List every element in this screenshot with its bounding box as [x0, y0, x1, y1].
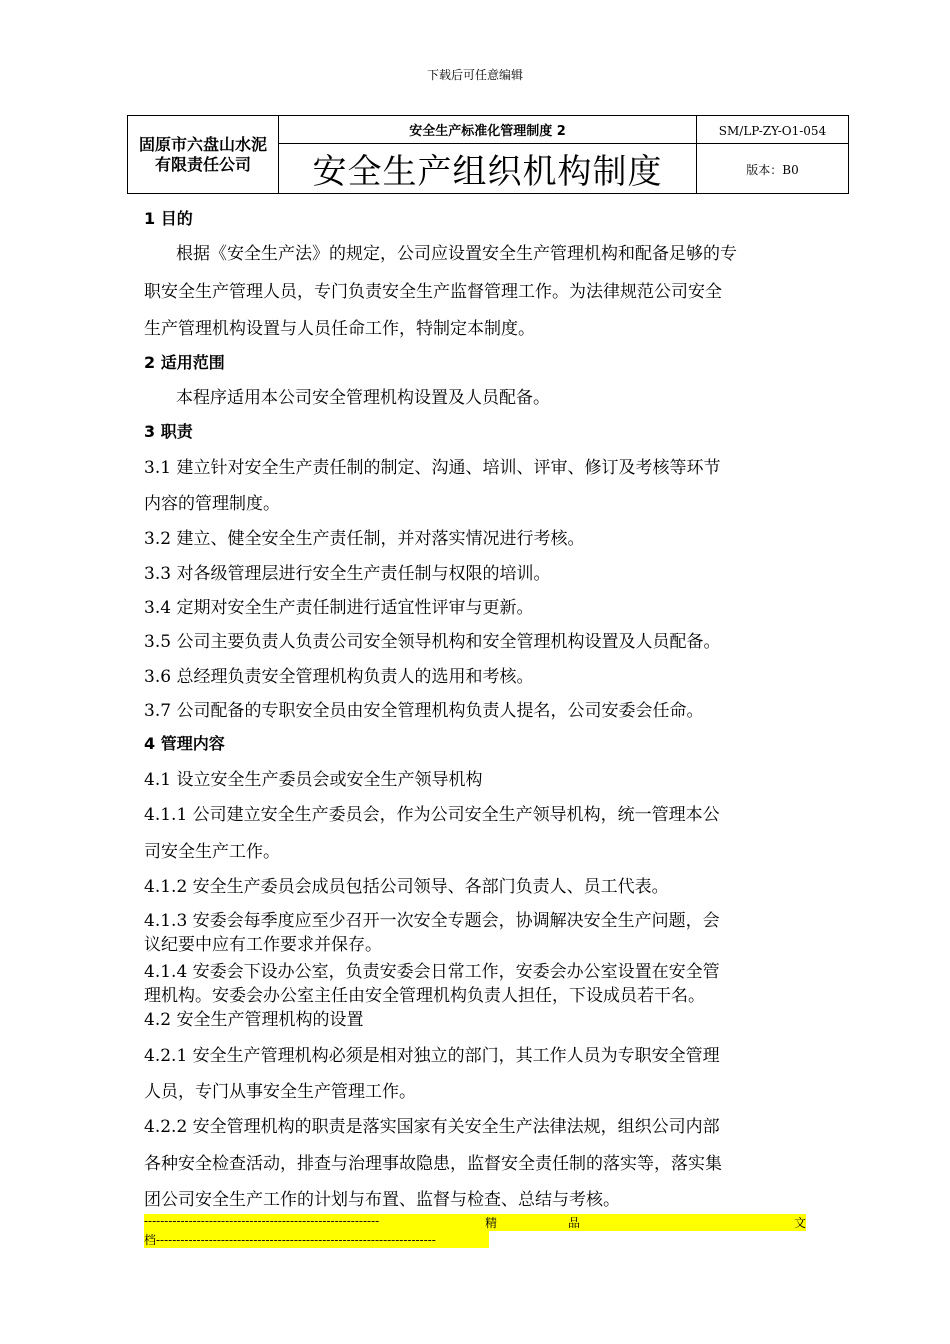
- title-cell: [279, 144, 697, 194]
- clause-4-2-2-line: 各种安全检查活动，排查与治理事故隐患，监督安全责任制的落实等，落实集: [144, 1154, 722, 1174]
- clause-4-2-2-line: 团公司安全生产工作的计划与布置、监督与检查、总结与考核。: [144, 1190, 620, 1210]
- clause-4-1-4-line: 理机构。安委会办公室主任由安全管理机构负责人担任，下设成员若干名。: [144, 986, 705, 1006]
- clause-4-1-1-line: 司安全生产工作。: [144, 842, 280, 862]
- paragraph-line: 本程序适用本公司安全管理机构设置及人员配备。: [176, 388, 550, 408]
- top-note: 下载后可任意编辑: [426, 68, 523, 82]
- section-heading-duties: 3 职责: [144, 422, 193, 441]
- clause-3-5: 3.5 公司主要负责人负责公司安全领导机构和安全管理机构设置及人员配备。: [144, 632, 721, 652]
- company-cell: [128, 116, 279, 194]
- version-cell: [697, 144, 849, 194]
- clause-4-1-3-line: 议纪要中应有工作要求并保存。: [144, 935, 382, 955]
- clause-4-2: 4.2 安全生产管理机构的设置: [144, 1010, 364, 1030]
- paragraph-line: 生产管理机构设置与人员任命工作，特制定本制度。: [144, 319, 535, 339]
- clause-4-2-2-line: 4.2.2 安全管理机构的职责是落实国家有关安全生产法律法规，组织公司内部: [144, 1117, 720, 1137]
- clause-4-1-2: 4.1.2 安全生产委员会成员包括公司领导、各部门负责人、员工代表。: [144, 877, 669, 897]
- paragraph-line: 根据《安全生产法》的规定，公司应设置安全生产管理机构和配备足够的专: [176, 244, 737, 264]
- footer-banner-line2: 档---------------------------------------------------------------------: [144, 1231, 489, 1248]
- footer-char: 品: [568, 1216, 581, 1230]
- clause-3-7: 3.7 公司配备的专职安全员由安全管理机构负责人提名，公司安委会任命。: [144, 701, 704, 721]
- section-heading-management: 4 管理内容: [144, 734, 225, 753]
- series-cell: [279, 116, 697, 144]
- footer-char: 文: [794, 1216, 806, 1230]
- clause-4-2-1-line: 4.2.1 安全生产管理机构必须是相对独立的部门，其工作人员为专职安全管理: [144, 1046, 720, 1066]
- document-title: 安全生产组织机构制度: [312, 152, 663, 192]
- clause-3-1-line: 内容的管理制度。: [144, 494, 280, 514]
- clause-3-2: 3.2 建立、健全安全生产责任制，并对落实情况进行考核。: [144, 529, 585, 549]
- section-heading-purpose: 1 目的: [144, 209, 193, 228]
- clause-4-2-1-line: 人员，专门从事安全生产管理工作。: [144, 1082, 416, 1102]
- clause-4-1-3-line: 4.1.3 安委会每季度应至少召开一次安全专题会，协调解决安全生产问题，会: [144, 911, 720, 931]
- footer-banner: [144, 1214, 806, 1231]
- clause-3-1-line: 3.1 建立针对安全生产责任制的制定、沟通、培训、评审、修订及考核等环节: [144, 458, 721, 478]
- document-code: SM/LP-ZY-O1-054: [718, 124, 827, 138]
- clause-4-1-4-line: 4.1.4 安委会下设办公室，负责安委会日常工作，安委会办公室设置在安全管: [144, 962, 720, 982]
- footer-dashes: ----------------------------------------------------------: [144, 1214, 380, 1228]
- clause-4-1: 4.1 设立安全生产委员会或安全生产领导机构: [144, 770, 483, 790]
- paragraph-line: 职安全生产管理人员，专门负责安全生产监督管理工作。为法律规范公司安全: [144, 282, 722, 302]
- series-title: 安全生产标准化管理制度 2: [409, 124, 566, 139]
- section-heading-scope: 2 适用范围: [144, 353, 225, 372]
- company-name: 固原市六盘山水泥有限责任公司: [138, 134, 267, 174]
- clause-4-1-1-line: 4.1.1 公司建立安全生产委员会，作为公司安全生产领导机构，统一管理本公: [144, 805, 720, 825]
- document-version: 版本：B0: [746, 163, 799, 177]
- clause-3-6: 3.6 总经理负责安全管理机构负责人的选用和考核。: [144, 667, 534, 687]
- document-header-table: [127, 115, 849, 194]
- clause-3-4: 3.4 定期对安全生产责任制进行适宜性评审与更新。: [144, 598, 534, 618]
- footer-char: 精: [485, 1216, 498, 1230]
- code-cell: [697, 116, 849, 144]
- clause-3-3: 3.3 对各级管理层进行安全生产责任制与权限的培训。: [144, 564, 551, 584]
